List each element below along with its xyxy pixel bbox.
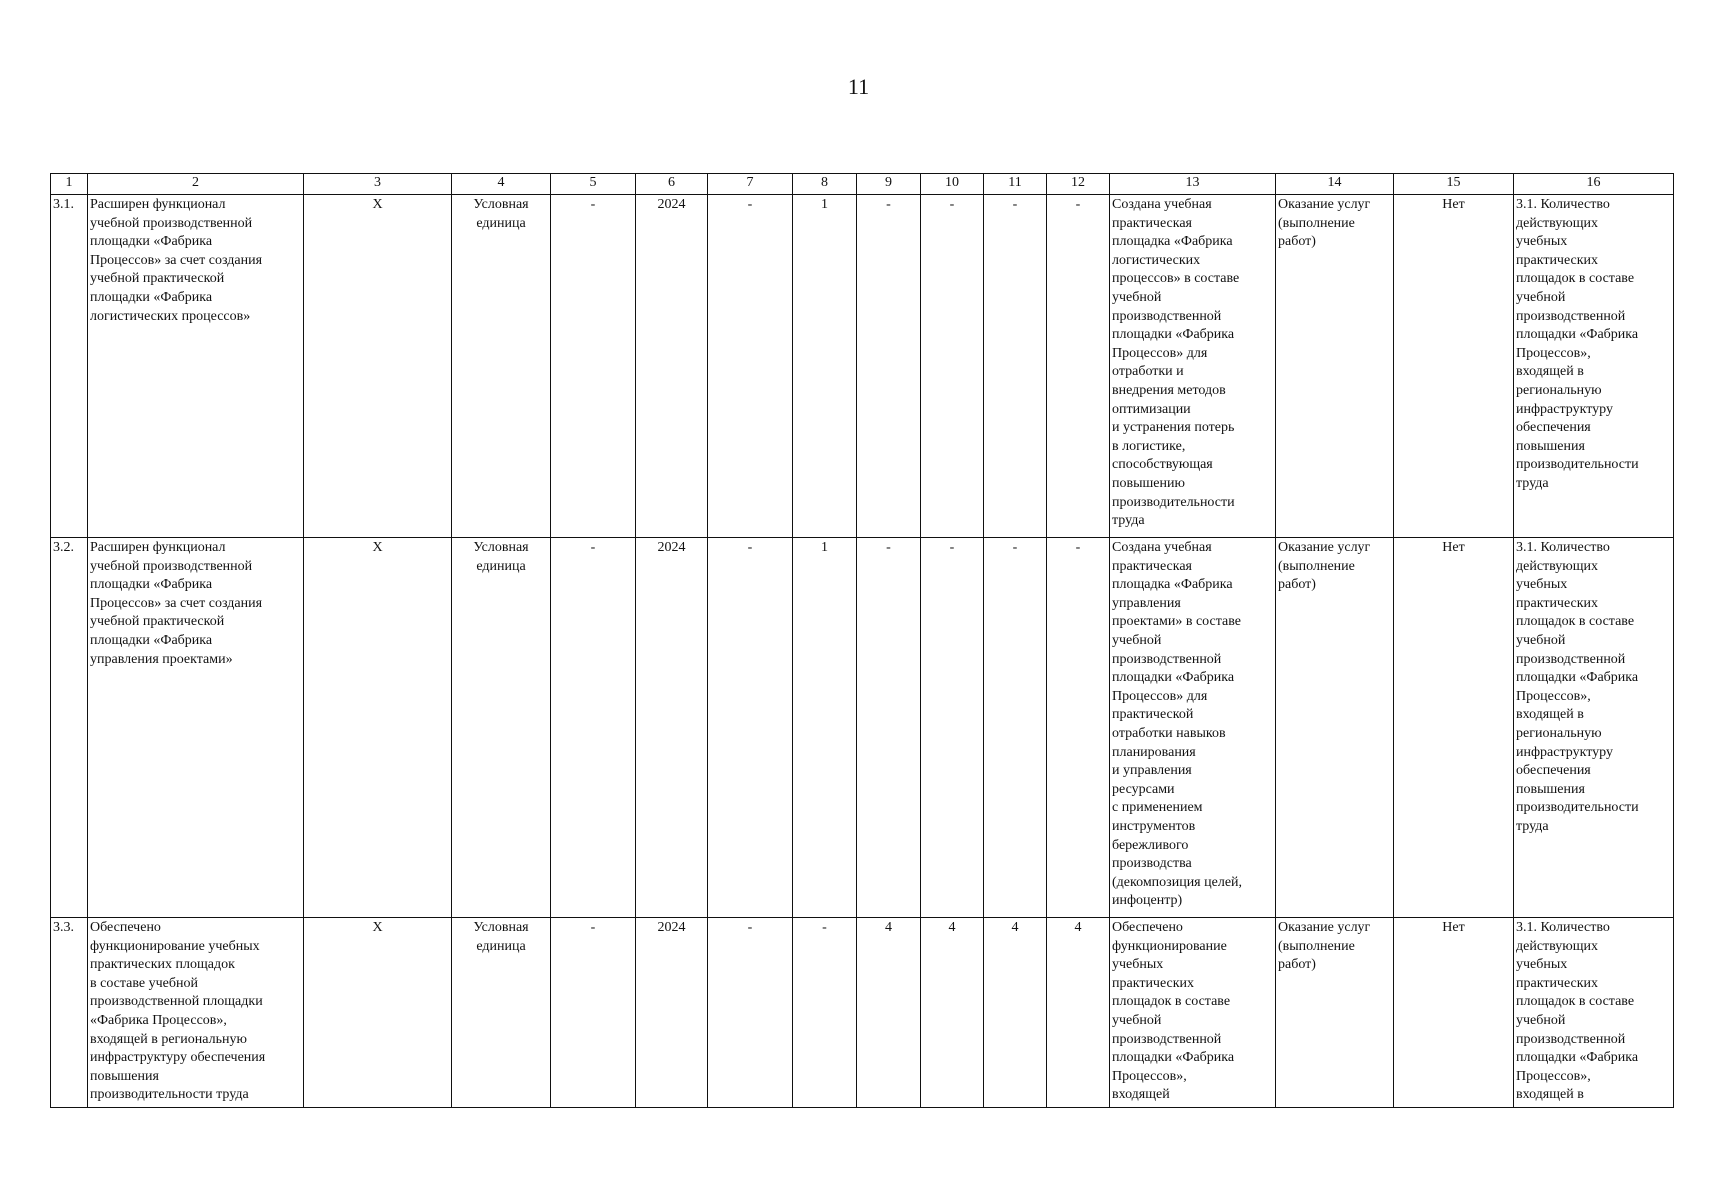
row-col8: 1 <box>793 195 857 538</box>
row-number: 3.1. <box>51 195 88 538</box>
row-col9: - <box>857 195 921 538</box>
header-cell: 3 <box>304 174 452 195</box>
row-result: Создана учебная практическая площадка «Фабрика управления проектами» в составе учебной производственной площадки «Фабрика Процессов» для практической отработки навыков планирования и управления ресурсами с применением инструментов бережливого производства (декомпозиция целей, инфоцентр) <box>1110 538 1276 918</box>
header-cell: 14 <box>1276 174 1394 195</box>
header-cell: 10 <box>921 174 984 195</box>
row-col12: 4 <box>1047 918 1110 1108</box>
row-year: 2024 <box>636 538 708 918</box>
row-indicator: 3.1. Количество действующих учебных практических площадок в составе учебной производственной площадки «Фабрика Процессов», входящей в <box>1514 918 1674 1108</box>
table-header-row <box>51 174 1674 195</box>
row-col3: X <box>304 195 452 538</box>
row-col3: X <box>304 538 452 918</box>
header-cell: 13 <box>1110 174 1276 195</box>
row-col5: - <box>551 195 636 538</box>
row-number: 3.3. <box>51 918 88 1108</box>
row-col10: - <box>921 538 984 918</box>
row-type: Оказание услуг (выполнение работ) <box>1276 918 1394 1108</box>
row-col11: - <box>984 538 1047 918</box>
row-result: Обеспечено функционирование учебных практических площадок в составе учебной производственной площадки «Фабрика Процессов», входящей <box>1110 918 1276 1108</box>
row-col10: - <box>921 195 984 538</box>
row-col9: 4 <box>857 918 921 1108</box>
row-col3: X <box>304 918 452 1108</box>
header-cell: 4 <box>452 174 551 195</box>
row-unit: Условная единица <box>452 538 551 918</box>
table-row <box>51 918 1674 1108</box>
row-type: Оказание услуг (выполнение работ) <box>1276 195 1394 538</box>
row-name: Расширен функционал учебной производственной площадки «Фабрика Процессов» за счет создания учебной практической площадки «Фабрика логистических процессов» <box>88 195 304 538</box>
header-cell: 7 <box>708 174 793 195</box>
row-unit: Условная единица <box>452 195 551 538</box>
row-col11: - <box>984 195 1047 538</box>
row-type: Оказание услуг (выполнение работ) <box>1276 538 1394 918</box>
row-col12: - <box>1047 195 1110 538</box>
header-cell: 12 <box>1047 174 1110 195</box>
row-col12: - <box>1047 538 1110 918</box>
header-cell: 11 <box>984 174 1047 195</box>
page-number: 11 <box>847 74 870 99</box>
row-col5: - <box>551 538 636 918</box>
header-cell: 2 <box>88 174 304 195</box>
row-col15: Нет <box>1394 538 1514 918</box>
row-col7: - <box>708 918 793 1108</box>
row-col7: - <box>708 195 793 538</box>
row-col10: 4 <box>921 918 984 1108</box>
row-number: 3.2. <box>51 538 88 918</box>
row-col8: - <box>793 918 857 1108</box>
header-cell: 6 <box>636 174 708 195</box>
row-result: Создана учебная практическая площадка «Фабрика логистических процессов» в составе учебной производственной площадки «Фабрика Процессов» для отработки и внедрения методов оптимизации и устранения потерь в логистике, способствующая повышению производительности труда <box>1110 195 1276 538</box>
table-row <box>51 538 1674 918</box>
header-cell: 5 <box>551 174 636 195</box>
table-row <box>51 195 1674 538</box>
header-cell: 9 <box>857 174 921 195</box>
row-col9: - <box>857 538 921 918</box>
header-cell: 16 <box>1514 174 1674 195</box>
row-col8: 1 <box>793 538 857 918</box>
activity-table <box>50 173 1674 1108</box>
row-col5: - <box>551 918 636 1108</box>
header-cell: 8 <box>793 174 857 195</box>
row-name: Обеспечено функционирование учебных практических площадок в составе учебной производственной площадки «Фабрика Процессов», входящей в региональную инфраструктуру обеспечения повышения производительности труда <box>88 918 304 1108</box>
row-col7: - <box>708 538 793 918</box>
header-cell: 15 <box>1394 174 1514 195</box>
row-name: Расширен функционал учебной производственной площадки «Фабрика Процессов» за счет создания учебной практической площадки «Фабрика управления проектами» <box>88 538 304 918</box>
row-indicator: 3.1. Количество действующих учебных практических площадок в составе учебной производственной площадки «Фабрика Процессов», входящей в региональную инфраструктуру обеспечения повышения производительности труда <box>1514 538 1674 918</box>
header-cell: 1 <box>51 174 88 195</box>
row-year: 2024 <box>636 195 708 538</box>
row-unit: Условная единица <box>452 918 551 1108</box>
row-col15: Нет <box>1394 918 1514 1108</box>
row-col11: 4 <box>984 918 1047 1108</box>
row-col15: Нет <box>1394 195 1514 538</box>
row-year: 2024 <box>636 918 708 1108</box>
row-indicator: 3.1. Количество действующих учебных практических площадок в составе учебной производственной площадки «Фабрика Процессов», входящей в региональную инфраструктуру обеспечения повышения производительности труда <box>1514 195 1674 538</box>
